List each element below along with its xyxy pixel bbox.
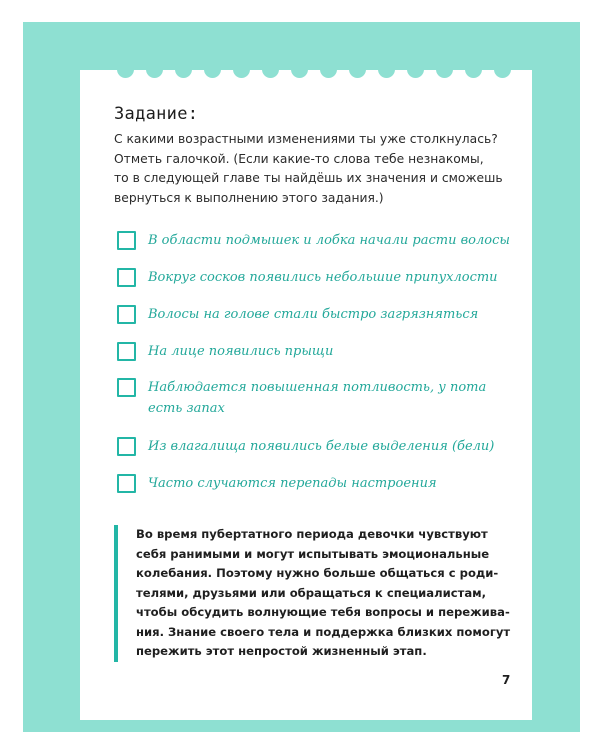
binding-hole (436, 61, 453, 78)
task-title: Задание: (114, 104, 199, 124)
task-intro (114, 130, 514, 208)
checklist-item-label: Наблюдается повышенная потливость, у пота есть запах (148, 380, 487, 416)
checkbox[interactable] (117, 268, 136, 287)
info-note-text: Во время пубертатного периода девочки чувствуют себя ранимыми и могут испытывать эмоциональные колебания. Поэтому нужно больше общаться с роди- телями, друзьями или обращаться к специалистам, чтобы обсудить волнующие тебя вопросы и пережива- ния. Знание своего тела и поддержка близких помогут пережить этот непростой жизненный этап. (136, 527, 511, 658)
binding-hole (291, 61, 308, 78)
binding-hole (262, 61, 279, 78)
intro-line: С какими возрастными изменениями ты уже столкнулась? (114, 132, 498, 146)
binding-hole (349, 61, 366, 78)
checkbox[interactable] (117, 305, 136, 324)
page-number: 7 (502, 673, 511, 687)
checkbox[interactable] (117, 231, 136, 250)
checklist-item-label: В области подмышек и лобка начали расти волосы (148, 233, 510, 248)
intro-line: Отметь галочкой. (Если какие-то слова тебе незнакомы, (114, 151, 484, 166)
intro-line: то в следующей главе ты найдёшь их значения и сможешь (114, 171, 503, 185)
checklist-item-label: Вокруг сосков появились небольшие припухлости (148, 270, 498, 285)
binding-hole (407, 61, 424, 78)
checklist-item (117, 436, 494, 457)
checklist-item (117, 473, 437, 494)
binding-holes (80, 61, 532, 81)
checklist-item-label: Часто случаются перепады настроения (148, 476, 437, 491)
checklist-item (117, 304, 478, 325)
checkbox[interactable] (117, 437, 136, 456)
binding-hole (146, 61, 163, 78)
binding-hole (233, 61, 250, 78)
binding-hole (117, 61, 134, 78)
checklist-item (117, 341, 333, 362)
checklist-item (117, 267, 498, 288)
binding-hole (320, 61, 337, 78)
checklist-item-label: На лице появились прыщи (148, 344, 334, 359)
binding-hole (378, 61, 395, 78)
checkbox[interactable] (117, 342, 136, 361)
checklist-item-label: Волосы на голове стали быстро загрязняться (148, 307, 479, 322)
checklist-item-label: Из влагалища появились белые выделения (бели) (148, 439, 495, 454)
binding-hole (204, 61, 221, 78)
binding-hole (494, 61, 511, 78)
checkbox[interactable] (117, 474, 136, 493)
checklist-item (117, 230, 510, 251)
checkbox[interactable] (117, 378, 136, 397)
checklist-item (117, 377, 486, 419)
intro-line: вернуться к выполнению этого задания.) (114, 190, 384, 205)
binding-hole (465, 61, 482, 78)
info-note (114, 525, 526, 662)
binding-hole (175, 61, 192, 78)
